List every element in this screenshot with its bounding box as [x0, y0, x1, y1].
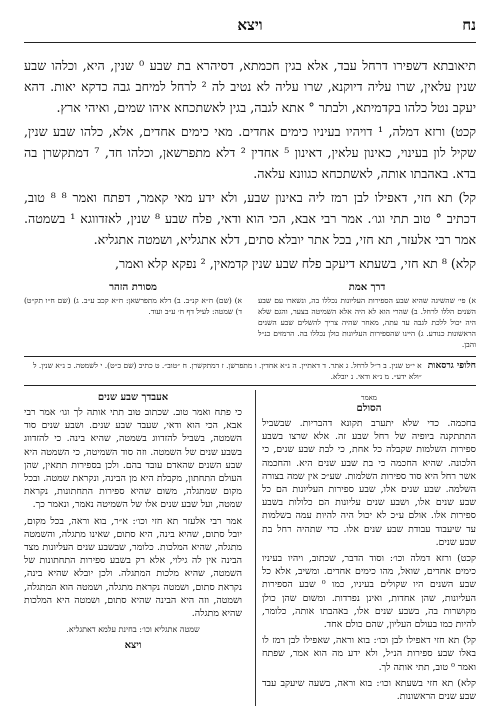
- main-zohar-text: [24, 55, 476, 274]
- sulam-columns: [24, 390, 476, 706]
- sulam-note: שמטה אתגליא וכו׳: בחינת עלמא דאתגליא.: [66, 625, 200, 635]
- sulam-subtitle: מאמר: [361, 394, 377, 402]
- derech-emet-section: [258, 282, 476, 350]
- parsha-title: ויצא: [237, 16, 263, 34]
- sulam-right-column: [255, 390, 476, 706]
- sulam-paragraph: בחכמה. כדי שלא יתערב תקונא דהבריות. שבשביל התתתקנה ביופיה של רחל שבע זה. אלא שרצו בשבע ספירות השלמות שקבלה כל אחת, כי לבת שבע שנים, כי הלכונה. שהיא החכמה כי בת שבע שנים היא. והחכמה אשר רחל היא סוד ספירות השלמות. שע״כ אין שמה בצורה השלמה. שבע שנים אלו, שבע ספירות העליונות הם כל שבע שנים אלו, ושבע שנים עליונות הם כלולות בשבע ספירות אלו. אולם ע״כ לא יכול היה להיות עמה בשלמות עד שיעבוד עבודת שבע שנים אלו. כדי שתהיה רחל בת שבע שנים.: [262, 418, 476, 548]
- mesoret-section: [24, 282, 242, 350]
- variants-body: א י״ט שנין. ב ר״ל לרחל. ג אתר. ד דאתיין. ה נ״א אחדין. ו מתפרשן. ז דמתקשרן. ח ״טוב״. ט כתיב (שם כ״ט). י לשמטה. כ נ״א שנין. ל ״ולא ידע״. מ נ״א ודאי. נ יובלא.: [33, 361, 422, 381]
- variants-label: חלופי גרסאות: [427, 361, 476, 371]
- sulam-paragraph: כי פתח ואמר טוב. שכתוב טוב תתי אותה לך וגו׳ אמר רבי אבא, הכי הוא ודאי, שעבד שבע שנים. ושבע שנים סוד השמטה, בשביל להזדווג בשמטה, שהיא בינה. כי להזדווג בשבע שנים של השמטה. וזה סוד השמיטה, כי השמטה היא שבע השנים שהאדם עובד בהם. ולכן בספירות תתאין, שהן העולם התחתון, מקבלת היא מן הבינה, ונקראת שמטה. ובכל מקום שמתגלה, משום שהיא ספירות התחתונות, נקראת שמטה, ועל שבע שנים אלו של השמיטה נאמר, ונאמר כך.: [24, 407, 242, 511]
- main-paragraph: קכט) ורזא דמלה, ¹ דויהיו בעיניו כימים אחדים. מאי כימים אחדים, אלא, כלהו שבע שנין, שקיל לון בעינוי, כאינון עלאין, דאינון ⁵ אחדין ² דלא מתפרשאן, וכלהו חד, ⁷ דמתקשרן בה בדא. באהבתו אותה, לאשתכחא כגוונא עלאה.: [24, 124, 477, 181]
- derech-emet-body: א) פי׳ שהשיגה שהיא שבע הספירות העליונות נכללו בה, ונשארו עם שבע השנים הללו לרחל. ב) שהרי הוא לא היה אלא השמיטה בצער, והגם שלא היה יכול ללכת לגבה עד עתה, מאחר שהיה צריך להשלים שבע השנים הראשונות כנודע. ג) היינו שהספירות העליונות כולן נכללו בה. הרמזים כנ״ל והבן.: [258, 296, 476, 349]
- page: [24, 14, 476, 706]
- page-header: [24, 14, 476, 43]
- sulam-paragraph: קל) תא חזי דאפילו לבן וכו׳: בוא וראה, שאפילו לבן רמז לו באלו שבע ספירות הנ״ל, ולא ידע מה הוא אמר, שפתח ואמר ⁰ טוב, תתי אותה לך.: [262, 635, 476, 673]
- mesoret-body: א) (שם) ח״א קנ״ב. ב) דלא מתפרשאן: ח״א קכב ע״ב. ג) (שם ח״ו תק״ט) ד) שמטה: לעיל דף ח׳ ע״ב ועוד.: [24, 296, 242, 316]
- main-paragraph: קל) תא חזי, דאפילו לבן רמז ליה באינון שבע, ולא ידע מאי קאמר, דפתח ואמר ⁸ ⁸ טוב, דכתיב ° טוב תתי וגו׳. אמר רבי אבא, הכי הוא ודאי, פלח שבע ⁸ שנין, לאזדווגא ¹ בשמטה. אמר רבי אלעזר, תא חזי, בכל אתר יובלא סתים, דלא אתגליא, ושמטה אתגליא.: [24, 190, 477, 247]
- left-column-title: אעבדך שבע שנים: [97, 392, 169, 403]
- sulam-title-text: הסולם: [356, 403, 382, 414]
- sulam-paragraph: אמר רבי אלעזר תא חזי וכו׳: א״ר, בוא וראה, בכל מקום, יובל סתום, שהיא בינה, היא סתום, שאינו מתגלה, והשמטה מתגלה, שהיא המלכות. כלומר, שבשבע שנים העליונות מצד הבינה אין לה גילוי, אלא רק בשבע ספירות התחתונות של השמטה, שהיא מלכות המתגלה. ולכן יובלא שהיא בינה, נקראת סתום, ושמטה נקראת מתגלה, ושמטה הוא המתגלה, ושמטה, וזה היא הבינה שהיא סתום, ושמטה היא המלכות שהיא מתגלה.: [24, 515, 242, 620]
- mesoret-title: מסורת הזהר: [109, 282, 157, 293]
- page-footer-catchword: ויצא: [124, 640, 142, 652]
- main-paragraph: קלא) ⁸ תא חזי, בשעתא דיעקב פלח שבע שנין קדמאין, ² נפקא קלא ואמר,: [115, 256, 476, 271]
- main-paragraph: תיאובתא דשפירו דרחל עבד, אלא בגין חכמתא, דסיהרא בת שבע ⁰ שנין, היא, וכלהו שבע שנין עלאין, שרו עליה דיוקנא, שרו עליה לא נטיב לה ² לרחל למיחב גבה כדקא יאות. דהא יעקב נטל כלהו בקדמיתא, ולבתר ° אתא לגבה, בגין לאשתכחא איהו שמים, ואיהי ארץ.: [24, 58, 476, 115]
- derech-emet-title: דרך אמת: [348, 282, 386, 293]
- folio-number: נח: [462, 16, 476, 34]
- variants-section: [24, 356, 476, 386]
- sulam-paragraph: קלא) תא חזי בשעתא וכו׳: בוא וראה, בשעה שיעקב עבד שבע שנים הראשונות.: [262, 677, 476, 703]
- sulam-title: [262, 392, 476, 414]
- sulam-left-column: [24, 390, 242, 706]
- commentary-row: [24, 282, 476, 350]
- sulam-paragraph: קכט) ורזא דמלה וכו׳: וסוד הדבר, שכתוב, ויהיו בעיניו כימים אחדים, שואל, מהו כימים אחדים. ומשיב, אלא כל שבע השנים היו שקולים בעיניו, כמו ⁰ שבע הספירות העליונות, שהן אחדות, ואינן נפרדות. ומשום שהן כולן מקושרות בה, בשבע שנים אלו, באהבתו אותה, כלומר, להיות כמו בעולם העליון, שהם כולם אחד.: [262, 553, 476, 631]
